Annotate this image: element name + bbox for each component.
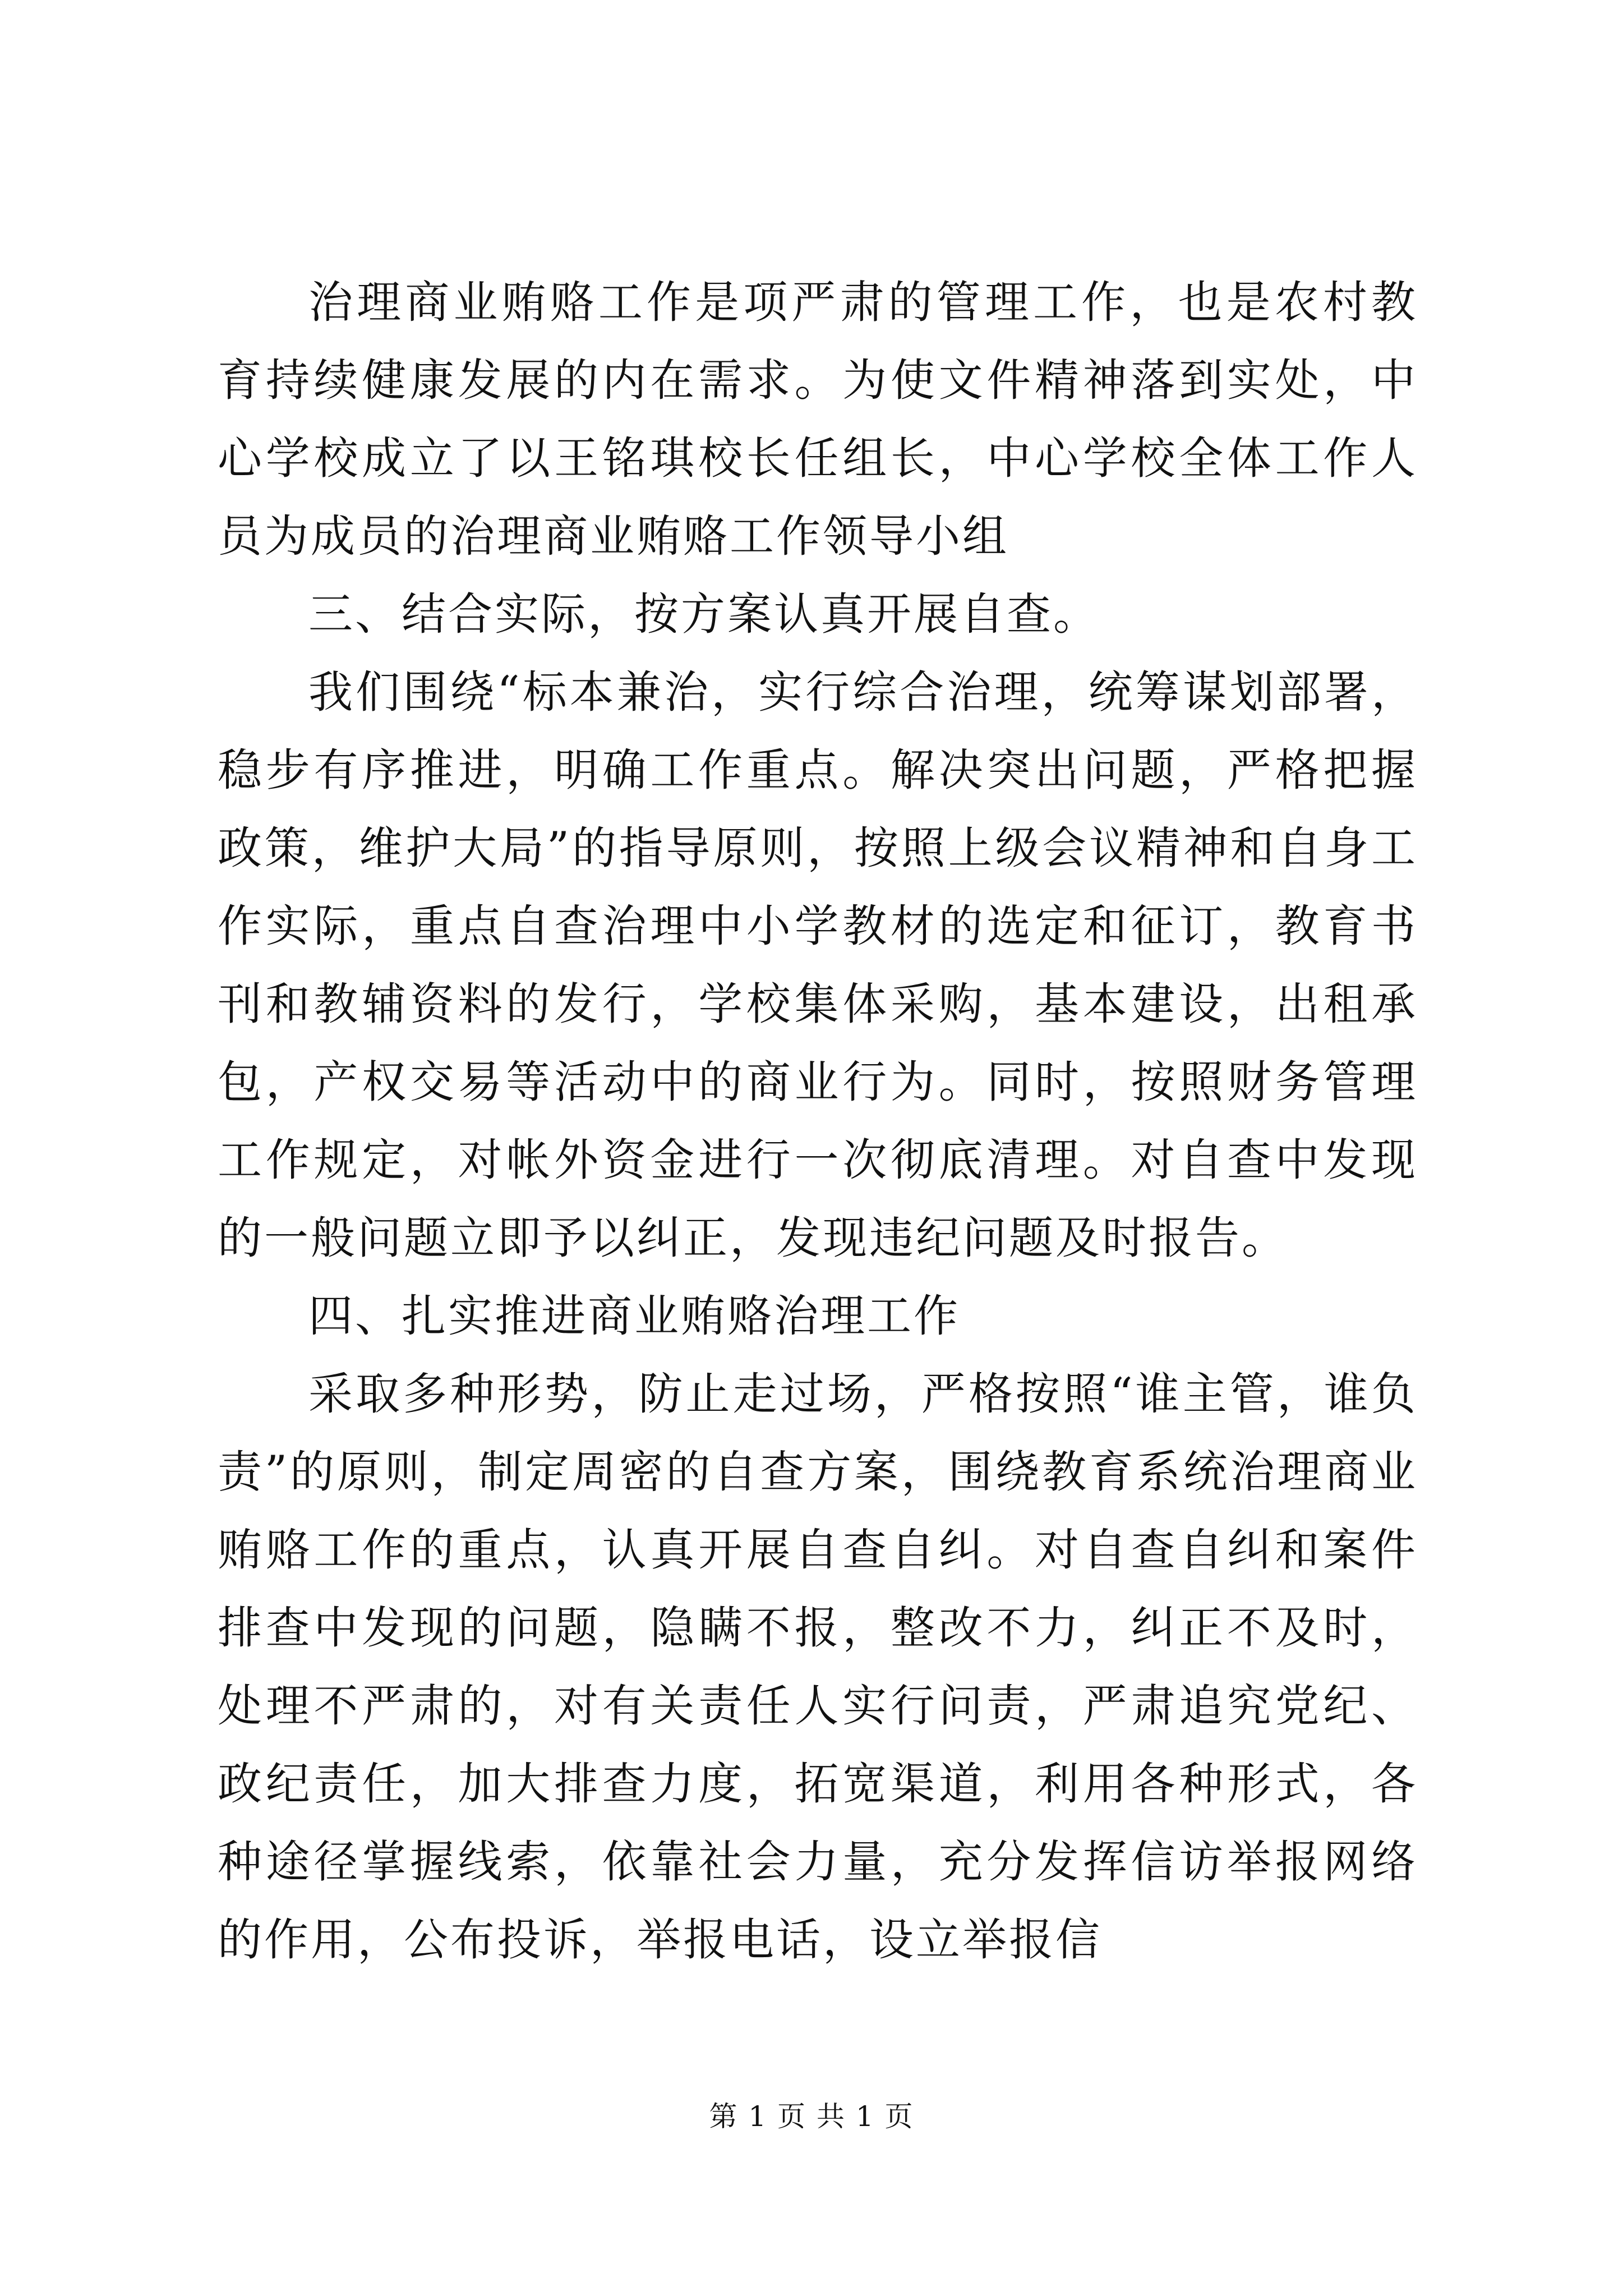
paragraph-intro: 治理商业贿赂工作是项严肃的管理工作，也是农村教育持续健康发展的内在需求。为使文件精神落到实处，中心学校成立了以王铭琪校长任组长，中心学校全体工作人员为成员的治理商业贿赂工作领导小组 xyxy=(218,277,1418,562)
section-heading-3: 三、结合实际，按方案认真开展自查。 xyxy=(308,588,1100,640)
section-heading-4: 四、扎实推进商业贿赂治理工作 xyxy=(308,1290,960,1342)
paragraph-section-4: 采取多种形势，防止走过场，严格按照“谁主管，谁负责”的原则，制定周密的自查方案，围绕教育系统治理商业贿赂工作的重点，认真开展自查自纠。对自查自纠和案件排查中发现的问题，隐瞒不报，整改不力，纠正不及时，处理不严肃的，对有关责任人实行问责，严肃追究党纪、政纪责任，加大排查力度，拓宽渠道，利用各种形式，各种途径掌握线索，依靠社会力量，充分发挥信访举报网络的作用，公布投诉，举报电话，设立举报信 xyxy=(218,1368,1418,1966)
paragraph-section-3: 我们围绕“标本兼治，实行综合治理，统筹谋划部署，稳步有序推进，明确工作重点。解决突出问题，严格把握政策，维护大局”的指导原则，按照上级会议精神和自身工作实际，重点自查治理中小学教材的选定和征订，教育书刊和教辅资料的发行，学校集体采购，基本建设，出租承包，产权交易等活动中的商业行为。同时，按照财务管理工作规定，对帐外资金进行一次彻底清理。对自查中发现的一般问题立即予以纠正，发现违纪问题及时报告。 xyxy=(218,666,1418,1264)
page-number-footer: 第 1 页 共 1 页 xyxy=(709,2100,914,2133)
document-body xyxy=(218,264,1418,1979)
